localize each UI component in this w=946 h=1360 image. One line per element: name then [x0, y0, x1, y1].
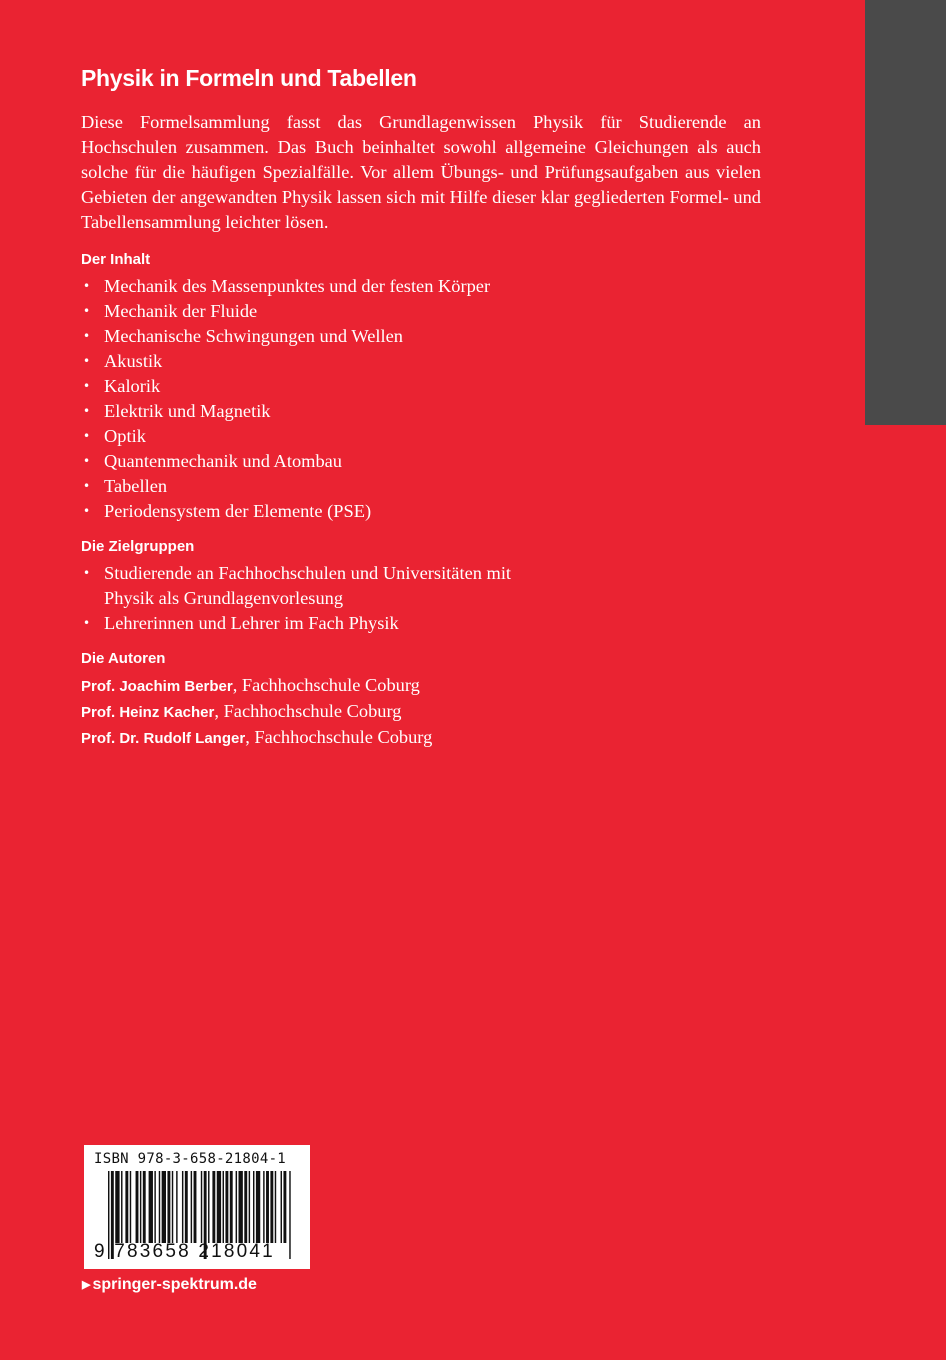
bullet-icon: •: [83, 379, 91, 393]
author-entry: [81, 699, 771, 725]
bullet-icon: •: [83, 566, 91, 580]
bullet-icon: •: [83, 404, 91, 418]
barcode-bar: [266, 1171, 269, 1243]
list-item: • Mechanik des Massenpunktes und der festen Körper: [81, 274, 771, 299]
bullet-icon: •: [83, 479, 91, 493]
list-item: • Periodensystem der Elemente (PSE): [81, 499, 771, 524]
barcode-bar: [172, 1171, 173, 1243]
isbn-number: ISBN 978-3-658-21804-1: [94, 1151, 287, 1167]
bullet-icon: •: [83, 504, 91, 518]
barcode-bar: [289, 1171, 290, 1259]
barcode-bar: [191, 1171, 192, 1243]
bullet-icon: •: [83, 354, 91, 368]
publisher-link[interactable]: [82, 1274, 257, 1297]
author-name: Prof. Joachim Berber: [81, 678, 233, 695]
author-affiliation: , Fachhochschule Coburg: [232, 675, 420, 695]
barcode-bar: [270, 1171, 273, 1243]
list-item: • Optik: [81, 424, 771, 449]
barcode-bar: [249, 1171, 250, 1243]
barcode-bar: [263, 1171, 264, 1243]
barcode-bar: [162, 1171, 166, 1243]
barcode-bar: [236, 1171, 237, 1243]
inhalt-heading: Der Inhalt: [81, 251, 151, 268]
list-item: • Elektrik und Magnetik: [81, 399, 771, 424]
barcode-bar: [121, 1171, 122, 1243]
list-item: • Quantenmechanik und Atombau: [81, 449, 771, 474]
list-item: • Mechanische Schwingungen und Wellen: [81, 324, 771, 349]
barcode-bar: [125, 1171, 128, 1243]
book-title: Physik in Formeln und Tabellen: [81, 65, 417, 91]
list-item: • Lehrerinnen und Lehrer im Fach Physik: [81, 611, 771, 636]
zielgruppen-list: [81, 561, 771, 636]
inhalt-list: [81, 274, 771, 524]
author-entry: [81, 725, 771, 751]
bullet-icon: •: [83, 454, 91, 468]
grey-side-bar: [865, 0, 946, 425]
back-cover-content: [81, 62, 771, 751]
list-item: • Studierende an Fachhochschulen und Universitäten mit Physik als Grundlagenvorlesung: [83, 563, 512, 608]
barcode-bar: [182, 1171, 183, 1243]
barcode-bar: [239, 1171, 243, 1243]
barcode-bar: [225, 1171, 228, 1243]
list-item: • Kalorik: [81, 374, 771, 399]
barcode-bar: [149, 1171, 153, 1243]
barcode-bar: [136, 1171, 139, 1243]
zielgruppen-heading: Die Zielgruppen: [81, 538, 195, 555]
autoren-heading: Die Autoren: [81, 650, 166, 667]
barcode-bar: [140, 1171, 141, 1243]
barcode-bar: [212, 1171, 215, 1243]
list-item: • Akustik: [81, 349, 771, 374]
author-name: Prof. Heinz Kacher: [81, 704, 215, 721]
barcode-bar: [115, 1171, 119, 1243]
barcode-bar: [256, 1171, 260, 1243]
list-item: • Tabellen: [81, 474, 771, 499]
barcode-bar: [185, 1171, 188, 1243]
barcode-bar: [130, 1171, 131, 1243]
barcode-bar: [167, 1171, 170, 1243]
publisher-url: springer-spektrum.de: [92, 1276, 257, 1293]
bullet-icon: •: [83, 304, 91, 318]
intro-paragraph: Diese Formelsammlung fasst das Grundlagenwissen Physik für Studierende an Hochschulen zusammen. Das Buch beinhaltet sowohl allgemeine Gleichungen als auch solche für die häufigen Spezialfälle. Vor allem Übungs- und Prüfungsaufgaben aus vielen Gebieten der angewandten Physik lassen sich mit Hilfe dieser klar gegliederten Formel- und Tabellensammlung leichter lösen.: [81, 112, 761, 232]
author-affiliation: , Fachhochschule Coburg: [214, 701, 402, 721]
barcode-bar: [281, 1171, 282, 1243]
author-entry: [81, 673, 771, 699]
barcode-bar: [208, 1171, 209, 1243]
barcode-bar: [230, 1171, 233, 1243]
barcode-bar: [194, 1171, 197, 1243]
barcode-bar: [176, 1171, 177, 1243]
author-name: Prof. Dr. Rudolf Langer: [81, 730, 246, 747]
ean-digits: 9 783658 218041: [94, 1241, 275, 1262]
barcode-bar: [217, 1171, 221, 1243]
barcode-bar: [223, 1171, 224, 1243]
barcode-bar: [244, 1171, 247, 1243]
barcode-bar: [159, 1171, 160, 1243]
barcode-bar: [201, 1171, 202, 1243]
barcode-bar: [253, 1171, 254, 1243]
list-item: • Mechanik der Fluide: [81, 299, 771, 324]
barcode-bar: [143, 1171, 146, 1243]
author-affiliation: , Fachhochschule Coburg: [245, 727, 433, 747]
bullet-icon: •: [83, 429, 91, 443]
isbn-barcode: [84, 1145, 310, 1269]
barcode-bar: [275, 1171, 276, 1243]
barcode-bar: [154, 1171, 155, 1243]
bullet-icon: •: [83, 616, 91, 630]
barcode-bar: [283, 1171, 286, 1243]
bullet-icon: •: [83, 329, 91, 343]
bullet-icon: •: [83, 279, 91, 293]
arrow-right-icon: ▶: [82, 1279, 91, 1291]
